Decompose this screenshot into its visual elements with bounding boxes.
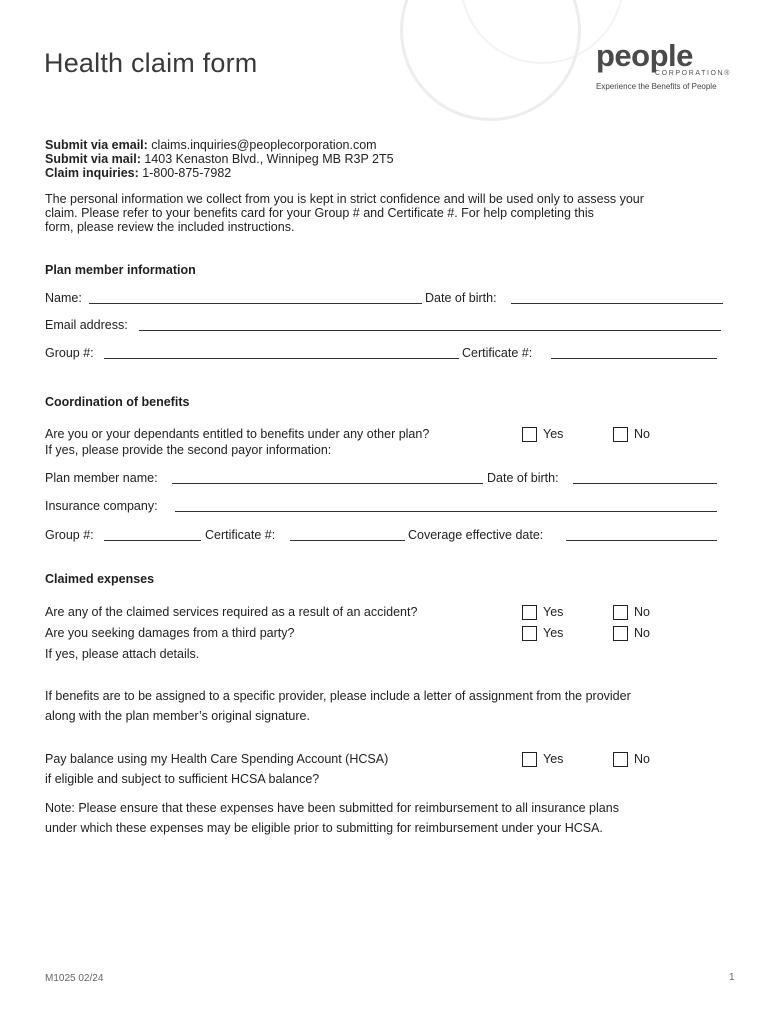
email-value[interactable]: claims.inquiries@peoplecorporation.com: [151, 138, 377, 152]
assignment-note-line: If benefits are to be assigned to a specific provider, please include a letter of assignment from the provider: [45, 689, 631, 703]
email-label: Submit via email:: [45, 138, 148, 152]
yes-label: Yes: [543, 605, 564, 619]
certificate-label: Certificate #:: [462, 346, 533, 360]
no-label: No: [634, 626, 650, 640]
page-title: Health claim form: [44, 48, 258, 78]
intro-line: claim. Please refer to your benefits card for your Group # and Certificate #. For help completing this: [45, 206, 594, 220]
no-label: No: [634, 605, 650, 619]
contact-mail: [45, 152, 394, 166]
yes-label: Yes: [543, 626, 564, 640]
accident-no-checkbox[interactable]: [613, 605, 628, 620]
intro-line: The personal information we collect from you is kept in strict confidence and will be used only to assess your: [45, 192, 644, 206]
no-label: No: [634, 427, 650, 441]
assignment-note-line: along with the plan member’s original signature.: [45, 709, 310, 723]
mail-value: 1403 Kenaston Blvd., Winnipeg MB R3P 2T5: [144, 152, 394, 166]
insurance-company-label: Insurance company:: [45, 499, 158, 513]
phone-value: 1-800-875-7982: [142, 166, 232, 180]
contact-email: [45, 138, 377, 152]
hcsa-note-line: Note: Please ensure that these expenses have been submitted for reimbursement to all insurance plans: [45, 801, 619, 815]
second-certificate-field[interactable]: [290, 540, 405, 541]
hcsa-question: Pay balance using my Health Care Spending Account (HCSA): [45, 752, 389, 766]
coverage-date-label: Coverage effective date:: [408, 528, 544, 542]
claimed-expenses-heading: Claimed expenses: [45, 572, 155, 586]
third-party-yes-checkbox[interactable]: [522, 626, 537, 641]
second-group-field[interactable]: [104, 540, 201, 541]
insurance-company-field[interactable]: [175, 511, 717, 512]
second-group-label: Group #:: [45, 528, 94, 542]
other-plan-yes-checkbox[interactable]: [522, 427, 537, 442]
form-code: M1025 02/24: [45, 973, 104, 984]
second-dob-label: Date of birth:: [487, 471, 559, 485]
second-plan-member-name-label: Plan member name:: [45, 471, 158, 485]
coordination-heading: Coordination of benefits: [45, 395, 190, 409]
dob-label: Date of birth:: [425, 291, 497, 305]
no-label: No: [634, 752, 650, 766]
hcsa-condition: if eligible and subject to sufficient HCSA balance?: [45, 772, 320, 786]
other-plan-no-checkbox[interactable]: [613, 427, 628, 442]
coverage-date-field[interactable]: [566, 540, 717, 541]
phone-label: Claim inquiries:: [45, 166, 139, 180]
company-logo-corporation: CORPORATION®: [655, 70, 731, 77]
second-dob-field[interactable]: [573, 483, 717, 484]
certificate-field[interactable]: [551, 358, 717, 359]
group-field[interactable]: [104, 358, 459, 359]
contact-phone: [45, 166, 231, 180]
email-address-label: Email address:: [45, 318, 128, 332]
hcsa-no-checkbox[interactable]: [613, 752, 628, 767]
company-logo-wordmark: people: [596, 38, 693, 73]
second-certificate-label: Certificate #:: [205, 528, 276, 542]
other-plan-question: Are you or your dependants entitled to benefits under any other plan?: [45, 427, 430, 441]
yes-label: Yes: [543, 752, 564, 766]
plan-member-heading: Plan member information: [45, 263, 196, 277]
hcsa-note-line: under which these expenses may be eligible prior to submitting for reimbursement under your HCSA.: [45, 821, 603, 835]
hcsa-yes-checkbox[interactable]: [522, 752, 537, 767]
third-party-no-checkbox[interactable]: [613, 626, 628, 641]
third-party-question: Are you seeking damages from a third party?: [45, 626, 295, 640]
attach-details-note: If yes, please attach details.: [45, 647, 200, 661]
mail-label: Submit via mail:: [45, 152, 141, 166]
page-number: 1: [729, 972, 735, 983]
name-label: Name:: [45, 291, 82, 305]
second-payor-instruction: If yes, please provide the second payor information:: [45, 443, 332, 457]
decorative-ring: [400, 0, 581, 121]
yes-label: Yes: [543, 427, 564, 441]
email-address-field[interactable]: [139, 330, 721, 331]
dob-field[interactable]: [511, 303, 723, 304]
name-field[interactable]: [89, 303, 422, 304]
intro-line: form, please review the included instructions.: [45, 220, 295, 234]
group-label: Group #:: [45, 346, 94, 360]
accident-question: Are any of the claimed services required as a result of an accident?: [45, 605, 418, 619]
second-plan-member-name-field[interactable]: [172, 483, 483, 484]
company-tagline: Experience the Benefits of People: [596, 82, 717, 91]
accident-yes-checkbox[interactable]: [522, 605, 537, 620]
